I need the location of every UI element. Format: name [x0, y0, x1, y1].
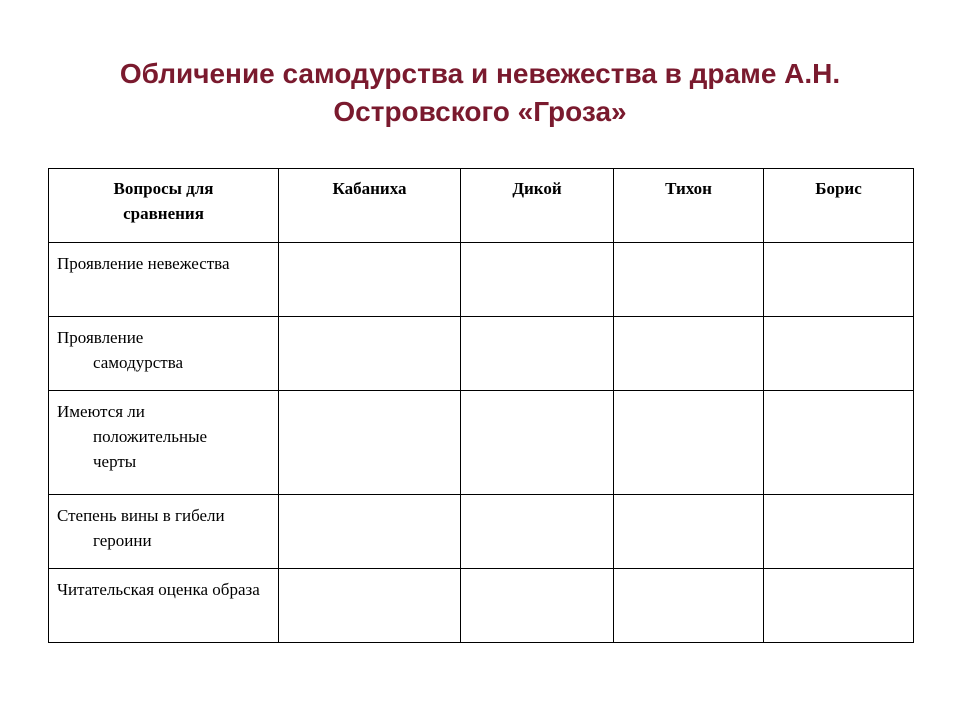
table-cell[interactable] — [764, 243, 914, 317]
row-label: Читательская оценка образа — [57, 580, 260, 599]
header-dikoy: Дикой — [461, 169, 614, 243]
table-cell[interactable] — [764, 317, 914, 391]
table-header-row — [49, 169, 914, 243]
table-cell[interactable] — [764, 391, 914, 495]
table-cell[interactable] — [461, 495, 614, 569]
header-boris: Борис — [764, 169, 914, 243]
table-row — [49, 391, 914, 495]
table-cell[interactable] — [614, 569, 764, 643]
row-label: Проявление самодурства — [57, 328, 184, 372]
table-cell[interactable] — [279, 495, 461, 569]
table-cell[interactable] — [614, 243, 764, 317]
table-row — [49, 569, 914, 643]
row-label-cell — [49, 569, 279, 643]
slide-title-line-1: Обличение самодурства и невежества в драме А.Н. — [119, 58, 841, 89]
row-label-cell — [49, 317, 279, 391]
table-cell[interactable] — [614, 317, 764, 391]
row-label-cell — [49, 495, 279, 569]
row-label: Проявление невежества — [57, 254, 230, 273]
table-cell[interactable] — [279, 391, 461, 495]
row-label: Имеются ли положительные черты — [57, 402, 208, 471]
table-cell[interactable] — [461, 569, 614, 643]
table-cell[interactable] — [279, 243, 461, 317]
table-row — [49, 317, 914, 391]
table-cell[interactable] — [764, 569, 914, 643]
row-label-cell — [49, 391, 279, 495]
table-cell[interactable] — [461, 243, 614, 317]
header-tikhon: Тихон — [614, 169, 764, 243]
slide-title — [40, 55, 920, 131]
slide-title-line-2: Островского «Гроза» — [333, 96, 627, 127]
table-cell[interactable] — [461, 317, 614, 391]
table-cell[interactable] — [614, 495, 764, 569]
table-row — [49, 495, 914, 569]
table-cell[interactable] — [764, 495, 914, 569]
comparison-table — [48, 168, 914, 643]
row-label: Степень вины в гибели героини — [57, 506, 225, 550]
table-cell[interactable] — [279, 569, 461, 643]
table-cell[interactable] — [279, 317, 461, 391]
table-cell[interactable] — [614, 391, 764, 495]
row-label-cell — [49, 243, 279, 317]
table-row — [49, 243, 914, 317]
header-kabanikha: Кабаниха — [279, 169, 461, 243]
table-cell[interactable] — [461, 391, 614, 495]
header-questions: Вопросы для сравнения — [49, 169, 279, 243]
